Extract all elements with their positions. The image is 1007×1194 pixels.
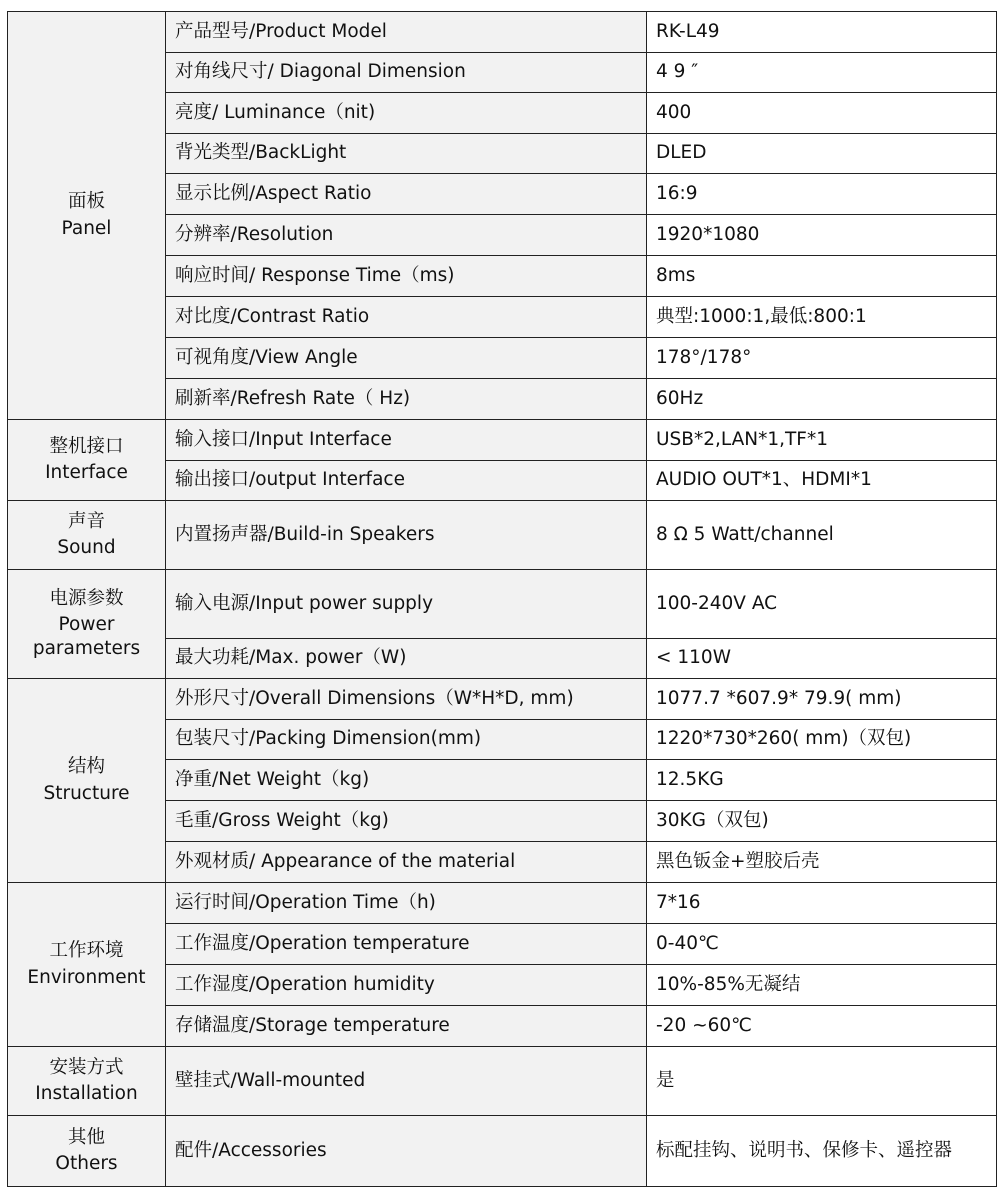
category-name-en: Installation: [35, 1083, 138, 1104]
category-name-en: Power parameters: [32, 613, 141, 660]
category-name-cn: 面板: [67, 191, 105, 213]
spec-value: 400: [647, 93, 997, 134]
category-name-en: Structure: [43, 782, 130, 804]
spec-label: 可视角度/View Angle: [166, 338, 647, 379]
spec-value: -20 ~60℃: [647, 1006, 997, 1047]
spec-label: 内置扬声器/Build-in Speakers: [166, 501, 647, 570]
category-cell: [8, 420, 166, 501]
category-cell: [8, 501, 166, 570]
table-row: [8, 420, 997, 461]
category-cell: [8, 883, 166, 1047]
spec-value: 10%-85%无凝结: [647, 965, 997, 1006]
spec-value: 12.5KG: [647, 760, 997, 801]
spec-label: 对比度/Contrast Ratio: [166, 297, 647, 338]
table-row: [8, 1047, 997, 1116]
spec-value: 黑色钣金+塑胶后壳: [647, 842, 997, 883]
spec-value: 0-40℃: [647, 924, 997, 965]
spec-label: 外观材质/ Appearance of the material: [166, 842, 647, 883]
category-cell: [8, 679, 166, 883]
spec-value: 4 9 ″: [647, 53, 997, 93]
category-cell: [8, 1116, 166, 1187]
spec-value: 1920*1080: [647, 215, 997, 256]
spec-label: 背光类型/BackLight: [166, 134, 647, 174]
spec-value: 标配挂钩、说明书、保修卡、遥控器: [647, 1116, 997, 1187]
spec-value: 8 Ω 5 Watt/channel: [647, 501, 997, 570]
spec-label: 配件/Accessories: [166, 1116, 647, 1187]
spec-value: < 110W: [647, 639, 997, 679]
spec-value: 典型:1000:1,最低:800:1: [647, 297, 997, 338]
category-name-cn: 声音: [67, 510, 105, 532]
table-row: [8, 12, 997, 53]
category-cell: [8, 1047, 166, 1116]
category-cell: [8, 570, 166, 679]
spec-label: 响应时间/ Response Time（ms): [166, 256, 647, 297]
category-name-en: Interface: [45, 462, 128, 483]
category-name-cn: 结构: [67, 756, 105, 778]
spec-value: 30KG（双包): [647, 801, 997, 842]
spec-label: 工作湿度/Operation humidity: [166, 965, 647, 1006]
category-name-cn: 安装方式: [49, 1056, 124, 1078]
spec-value: 8ms: [647, 256, 997, 297]
spec-label: 输入接口/Input Interface: [166, 420, 647, 461]
spec-label: 运行时间/Operation Time（h): [166, 883, 647, 924]
spec-label: 显示比例/Aspect Ratio: [166, 174, 647, 215]
category-name-en: Panel: [61, 217, 112, 239]
spec-label: 壁挂式/Wall-mounted: [166, 1047, 647, 1116]
spec-label: 输入电源/Input power supply: [166, 570, 647, 639]
spec-table-body: [8, 12, 997, 1187]
spec-value: 178°/178°: [647, 338, 997, 379]
category-name-en: Environment: [27, 966, 146, 988]
spec-label: 存储温度/Storage temperature: [166, 1006, 647, 1047]
spec-value: 7*16: [647, 883, 997, 924]
spec-label: 输出接口/output Interface: [166, 461, 647, 501]
spec-label: 分辨率/Resolution: [166, 215, 647, 256]
spec-label: 对角线尺寸/ Diagonal Dimension: [166, 53, 647, 93]
spec-label: 净重/Net Weight（kg): [166, 760, 647, 801]
spec-value: 1077.7 *607.9* 79.9( mm): [647, 679, 997, 720]
spec-value: 16:9: [647, 174, 997, 215]
table-row: [8, 1116, 997, 1187]
spec-value: 1220*730*260( mm)（双包): [647, 720, 997, 760]
spec-value: RK-L49: [647, 12, 997, 53]
table-row: [8, 501, 997, 570]
table-row: [8, 570, 997, 639]
spec-label: 外形尺寸/Overall Dimensions（W*H*D, mm): [166, 679, 647, 720]
spec-label: 最大功耗/Max. power（W): [166, 639, 647, 679]
category-name-en: Others: [55, 1153, 118, 1174]
spec-label: 亮度/ Luminance（nit): [166, 93, 647, 134]
spec-table: [7, 11, 997, 1187]
table-row: [8, 883, 997, 924]
spec-value: 100-240V AC: [647, 570, 997, 639]
spec-value: 是: [647, 1047, 997, 1116]
category-name-en: Sound: [57, 537, 116, 558]
spec-label: 毛重/Gross Weight（kg): [166, 801, 647, 842]
spec-value: USB*2,LAN*1,TF*1: [647, 420, 997, 461]
category-name-cn: 其他: [67, 1126, 105, 1148]
spec-label: 刷新率/Refresh Rate（ Hz): [166, 379, 647, 420]
table-row: [8, 679, 997, 720]
spec-value: AUDIO OUT*1、HDMI*1: [647, 461, 997, 501]
category-cell: [8, 12, 166, 420]
category-name-cn: 电源参数: [49, 587, 124, 609]
category-name-cn: 工作环境: [49, 940, 124, 962]
spec-value: DLED: [647, 134, 997, 174]
category-name-cn: 整机接口: [49, 435, 124, 457]
spec-value: 60Hz: [647, 379, 997, 420]
spec-label: 工作温度/Operation temperature: [166, 924, 647, 965]
spec-label: 包装尺寸/Packing Dimension(mm): [166, 720, 647, 760]
spec-label: 产品型号/Product Model: [166, 12, 647, 53]
